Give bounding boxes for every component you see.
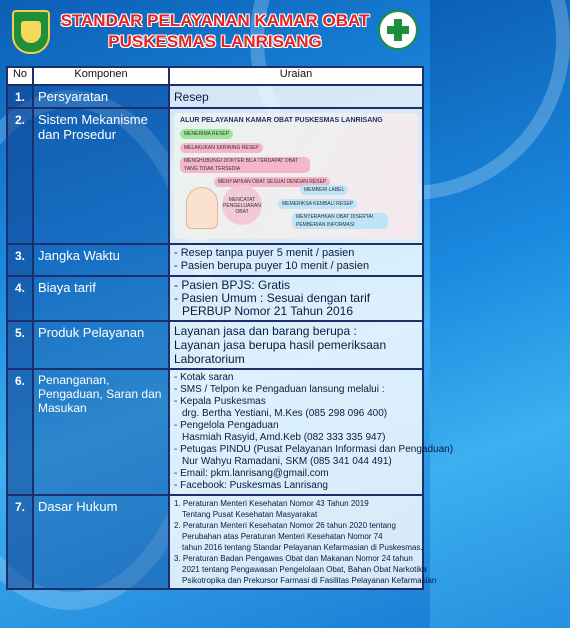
description-line: Layanan jasa berupa hasil pemeriksaan: [174, 338, 387, 352]
description-line: Laboratorium: [174, 352, 245, 366]
row-number: 2.: [7, 108, 33, 244]
table-row: [7, 321, 423, 369]
table-row: [7, 495, 423, 589]
description-line: 2021 tentang Pengawasan Pengelolaan Obat, Bahan Obat Narkotika: [182, 565, 427, 574]
description-line: Hasmiah Rasyid, Amd.Keb (082 333 335 947): [182, 432, 386, 443]
row-number: 7.: [7, 495, 33, 589]
page-title: [61, 10, 370, 52]
description-line: - SMS / Telpon ke Pengaduan lansung melalui :: [174, 384, 385, 395]
header-komponen: Komponen: [33, 67, 169, 85]
description-line: - Kepala Puskesmas: [174, 396, 266, 407]
description-line: 2. Peraturan Menteri Kesehatan Nomor 26 tahun 2020 tentang: [174, 521, 396, 530]
flow-step: MEMBERI LABEL: [300, 185, 348, 195]
description-line: Perubahan atas Peraturan Menteri Kesehatan Nomor 74: [182, 532, 383, 541]
row-description: [169, 369, 454, 495]
title-line-2: PUSKESMAS LANRISANG: [108, 32, 322, 51]
row-description: [169, 244, 423, 276]
description-line: - Resep tanpa puyer 5 menit / pasien: [174, 247, 355, 259]
row-component: Penanganan, Pengaduan, Saran dan Masukan: [33, 369, 169, 495]
row-description: [169, 108, 423, 244]
table-header-row: [7, 67, 423, 85]
row-number: 6.: [7, 369, 33, 495]
description-line: - Facebook: Puskesmas Lanrisang: [174, 480, 328, 491]
flow-note: MENCATAT PENGELUARAN OBAT: [222, 185, 262, 225]
description-line: drg. Bertha Yestiani, M.Kes (085 298 096 400): [182, 408, 388, 419]
description-line: Psikotropika dan Prekursor Farmasi di Fasilitas Pelayanan Kefarmasian: [182, 576, 437, 585]
table-row: [7, 276, 423, 321]
row-description: [169, 85, 423, 108]
description-line: PERBUP Nomor 21 Tahun 2016: [182, 304, 353, 318]
row-component: Produk Pelayanan: [33, 321, 169, 369]
row-number: 4.: [7, 276, 33, 321]
description-line: - Petugas PINDU (Pusat Pelayanan Informasi dan Pengaduan): [174, 444, 454, 455]
row-description: [169, 495, 437, 589]
description-line: - Kotak saran: [174, 372, 234, 383]
title-line-1: STANDAR PELAYANAN KAMAR OBAT: [60, 11, 370, 30]
table-row: [7, 108, 423, 244]
description-line: - Email: pkm.lanrisang@gmail.com: [174, 468, 329, 479]
row-component: Sistem Mekanisme dan Prosedur: [33, 108, 169, 244]
page-header: [0, 0, 430, 62]
row-number: 1.: [7, 85, 33, 108]
flowchart-title: ALUR PELAYANAN KAMAR OBAT PUSKESMAS LANRISANG: [180, 117, 383, 124]
pharmacist-illustration: [186, 187, 218, 229]
row-component: Persyaratan: [33, 85, 169, 108]
puskesmas-cross-icon: [378, 10, 418, 50]
regency-emblem-icon: [12, 10, 50, 54]
description-line: tahun 2016 tentang Standar Pelayanan Kefarmasian di Puskesmas.: [182, 543, 423, 552]
row-number: 3.: [7, 244, 33, 276]
table-row: [7, 85, 423, 108]
description-line: Tentang Pusat Kesehatan Masyarakat: [182, 510, 318, 519]
header-uraian: Uraian: [169, 67, 423, 85]
service-standard-table: [6, 66, 454, 590]
description-line: Nur Wahyu Ramadani, SKM (085 341 044 491): [182, 456, 392, 467]
description-line: Layanan jasa dan barang berupa :: [174, 324, 357, 338]
description-line: 1. Peraturan Menteri Kesehatan Nomor 43 Tahun 2019: [174, 499, 369, 508]
table-row: [7, 244, 423, 276]
row-component: Dasar Hukum: [33, 495, 169, 589]
flow-step: MENERIMA RESEP: [180, 129, 233, 139]
description-line: - Pasien berupa puyer 10 menit / pasien: [174, 260, 370, 272]
description-line: - Pasien BPJS: Gratis: [174, 278, 291, 292]
description-line: Resep: [174, 90, 209, 104]
flow-step: MENYERAHKAN OBAT DISERTAI PEMBERIAN INFORMASI: [292, 213, 388, 229]
description-line: - Pengelola Pengaduan: [174, 420, 279, 431]
flow-step: MENGHUBUNGI DOKTER BILA TERDAPAT OBAT YANG TIDAK TERSEDIA: [180, 157, 310, 173]
table-row: [7, 369, 423, 495]
row-description: [169, 321, 423, 369]
row-component: Biaya tarif: [33, 276, 169, 321]
row-number: 5.: [7, 321, 33, 369]
service-flowchart: [174, 113, 418, 239]
header-no: No: [7, 67, 33, 85]
row-component: Jangka Waktu: [33, 244, 169, 276]
flow-step: MENYIAPKAN OBAT SESUAI DENGAN RESEP: [214, 177, 330, 187]
description-line: - Pasien Umum : Sesuai dengan tarif: [174, 291, 371, 305]
description-line: 3. Peraturan Badan Pengawas Obat dan Makanan Nomor 24 tahun: [174, 554, 413, 563]
flow-step: MEMERIKSA KEMBALI RESEP: [278, 199, 357, 209]
flow-step: MELAKUKAN SKRINING RESEP: [180, 143, 263, 153]
row-description: [169, 276, 423, 321]
